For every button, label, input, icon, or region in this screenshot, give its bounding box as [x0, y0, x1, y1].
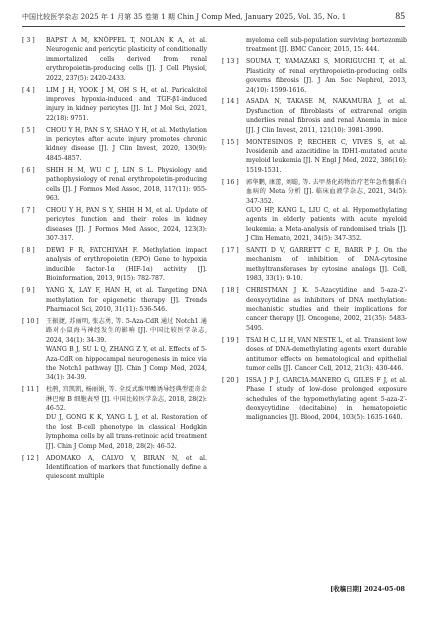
reference-number: [ 18 ]: [222, 287, 239, 295]
reference-paragraph: GUO HP, KANG L, LIU C, et al. Hypomethylating agents in elderly patients with acute myeloid leukemia: a Meta-analysis of randomised trials [J]. J Clin Hemato, 2021, 34(5): 347-352.: [246, 206, 407, 243]
received-date: [收稿日期] 2024-05-08: [330, 585, 405, 593]
reference-number: [ 13 ]: [222, 58, 239, 66]
reference-paragraph: WANG B J, SU L Q, ZHANG Z Y, et al. Effects of 5-Aza-CdR on hippocampal neurogenesis in mice via the Notch1 pathway [J]. Chin J Comp Med, 2024, 34(1): 34-39.: [46, 346, 207, 382]
reference-paragraph: BAPST A M, KNÖPFEL T, NOLAN K A, et al. Neurogenic and pericytic plasticity of conditionally immortalized cells derived from renal erythropoietin-producing cells [J]. J Cell Physiol, 2022, 237(5): 2420-2433.: [46, 37, 207, 82]
reference-number: [ 20 ]: [222, 376, 239, 384]
page-number: 85: [395, 12, 405, 22]
reference-number: [ 19 ]: [222, 336, 239, 344]
reference-paragraph: TSAI H C, LI H, VAN NESTE L, et al. Transient low doses of DNA-demethylating agents exert durable antitumor effects on hematological and epithelial tumor cells [J]. Cancer Cell, 2012, 21(3): 430-446.: [246, 336, 407, 372]
reference-entry: [222, 246, 407, 284]
reference-number: [222, 36, 246, 55]
reference-entry: [22, 385, 207, 451]
reference-text: [246, 36, 407, 55]
reference-paragraph: MONTESINOS P, RECHER C, VIVES S, et al. Ivosidenib and azacitidine in IDH1-mutated acute myeloid leukemia [J]. N Engl J Med, 2022, 386(16): 1519-1531.: [246, 138, 407, 174]
reference-paragraph: ADOMAKO A, CALVO V, BIRAN N, et al. Identification of markers that functionally define a quiescent multiple: [46, 454, 207, 481]
reference-entry: [222, 57, 407, 95]
reference-text: [246, 336, 407, 374]
reference-text: [46, 86, 207, 124]
reference-paragraph: SANTI D V, GARRETT C E, BARR P J. On the mechanism of inhibition of DNA-cytosine methyltransferases by cytosine analogs [J]. Cell, 1983, 33(1): 9-10.: [246, 247, 407, 283]
reference-paragraph: ISSA J P J, GARCIA-MANERO G, GILES F J, et al. Phase I study of low-dose prolonged exposure schedules of the hypomethylating agent 5-aza-2′-deoxycytidine (decitabine) in hematopoietic malignancies [J]. Blood, 2004, 103(5): 1635-1640.: [246, 376, 407, 422]
reference-entry: [22, 206, 207, 244]
reference-number: [ 3 ]: [22, 37, 35, 44]
reference-paragraph: SHIH H M, WU C J, LIN S L. Physiology and pathophysiology of renal erythropoietin-producing cells [J]. J Formos Med Assoc, 2018, 117(11): 955-963.: [46, 166, 207, 202]
reference-paragraph: LIM J H, YOOK J M, OH S H, et al. Paricalcitol improves hypoxia-induced and TGF-β1-induced injury in kidney pericytes [J]. Int J Mol Sci, 2021, 22(18): 9751.: [46, 86, 207, 122]
reference-paragraph: ASADA N, TAKASE M, NAKAMURA J, et al. Dysfunction of fibroblasts of extrarenal origin underlies renal fibrosis and renal Anemia in mice [J]. J Clin Invest, 2011, 121(10): 3981-3990.: [246, 98, 407, 134]
journal-citation-line: 中国比较医学杂志 2025 年 1 月第 35 卷第 1 期 Chin J Comp Med, January 2025, Vol. 35, No. 1: [22, 13, 347, 21]
reference-text: [46, 246, 207, 284]
reference-number: [ 4 ]: [22, 86, 35, 94]
reference-paragraph: 郭华鹏, 康蕾, 刘聪, 等. 去甲基化药物治疗老年急性髓系白血病的 Meta 分析 [J]. 临床血液学杂志, 2021, 34(5): 347-352.: [246, 178, 407, 205]
right-reference-column: [222, 36, 407, 425]
reference-text: [46, 166, 207, 204]
reference-entry: [22, 166, 207, 204]
reference-number: [ 16 ]: [222, 178, 239, 186]
reference-text: [246, 57, 407, 95]
reference-number: [ 12 ]: [22, 454, 39, 462]
reference-paragraph: YANG X, LAY F, HAN H, et al. Targeting DNA methylation for epigenetic therapy [J]. Trends Pharmacol Sci, 2010, 31(11): 536-546.: [46, 287, 207, 313]
reference-text: [46, 206, 207, 244]
reference-entry: [22, 36, 207, 83]
reference-text: [46, 385, 207, 451]
reference-number: [ 5 ]: [22, 126, 35, 134]
reference-entry: [222, 138, 407, 176]
reference-text: [46, 36, 207, 83]
reference-entry: [222, 286, 407, 333]
reference-text: [46, 454, 207, 482]
reference-entry: [22, 286, 207, 314]
reference-text: [46, 317, 207, 383]
reference-paragraph: CHRISTMAN J K. 5-Azacytidine and 5-aza-2′-deoxycytidine as inhibitors of DNA methylation: mechanistic studies and their implications for cancer therapy [J]. Oncogene, 2002, 21(35): 5483-5495.: [246, 287, 407, 332]
left-reference-column: [22, 36, 207, 484]
reference-text: [246, 138, 407, 176]
reference-text: [46, 286, 207, 314]
reference-paragraph: CHOU Y H, PAN S Y, SHAO Y H, et al. Methylation in pericytes after acute injury promotes chronic kidney disease [J]. J Clin Invest, 2020, 130(9): 4845-4857.: [46, 126, 207, 162]
reference-entry: [22, 246, 207, 284]
reference-text: [46, 126, 207, 164]
reference-text: [246, 246, 407, 284]
reference-entry: [22, 317, 207, 383]
reference-number: [ 17 ]: [222, 247, 239, 255]
reference-paragraph: 杜鹃, 宫凯凯, 杨丽娟, 等. 全反式维甲酸诱导经典型霍奇金淋巴瘤 B 细胞表型 [J]. 中国比较医学杂志, 2018, 28(2): 46-52.: [46, 386, 207, 413]
reference-entry: [222, 97, 407, 135]
reference-entry: [22, 86, 207, 124]
reference-paragraph: DU J, GONG K K, YANG L J, et al. Restoration of the lost B-cell phenotype in classical Hodgkin lymphoma cells by all trans-retinoic acid treatment [J]. Chin J Comp Med, 2018, 28(2): 46-52.: [46, 414, 207, 450]
reference-paragraph: DEWI F R, FATCHIYAH F. Methylation impact analysis of erythropoietin (EPO) Gene to hypoxia inducible factor-1α (HIF-1α) activity [J]. Bioinformation, 2013, 9(15): 782-787.: [46, 247, 207, 283]
reference-number: [ 14 ]: [222, 98, 239, 106]
header-rule: [22, 26, 405, 27]
reference-paragraph: myeloma cell sub-population surviving bortezomib treatment [J]. BMC Cancer, 2015, 15: 444.: [246, 37, 407, 54]
reference-entry: [222, 36, 407, 55]
reference-entry: [222, 376, 407, 423]
reference-entry: [222, 178, 407, 244]
reference-number: [ 8 ]: [22, 247, 35, 255]
reference-text: [246, 97, 407, 135]
reference-number: [ 11 ]: [22, 386, 39, 394]
reference-paragraph: CHOU Y H, PAN S Y, SHIH H M, et al. Update of pericytes function and their roles in kidney diseases [J]. J Formos Med Assoc, 2024, 123(3): 307-317.: [46, 206, 207, 243]
reference-text: [246, 286, 407, 333]
running-header: [22, 10, 405, 24]
reference-number: [ 15 ]: [222, 138, 239, 146]
reference-entry: [222, 336, 407, 374]
reference-paragraph: 王振捷, 苏丽明, 张志勇, 等. 5-Aza-CdR 通过 Notch1 通路对小鼠海马神经发生的影响 [J]. 中国比较医学杂志, 2024, 34(1): 34-39.: [46, 317, 207, 344]
reference-number: [ 6 ]: [22, 166, 35, 174]
reference-text: [246, 376, 407, 423]
reference-paragraph: SOUMA T, YAMAZAKI S, MORIGUCHI T, et al. Plasticity of renal erythropoietin-producing cells governs fibrosis [J]. J Am Soc Nephrol, 2013, 24(10): 1599-1616.: [246, 58, 407, 94]
reference-number: [ 9 ]: [22, 287, 35, 295]
reference-entry: [22, 454, 207, 482]
reference-number: [ 7 ]: [22, 206, 35, 214]
reference-entry: [22, 126, 207, 164]
reference-text: [246, 178, 407, 244]
reference-number: [ 10 ]: [22, 317, 39, 325]
